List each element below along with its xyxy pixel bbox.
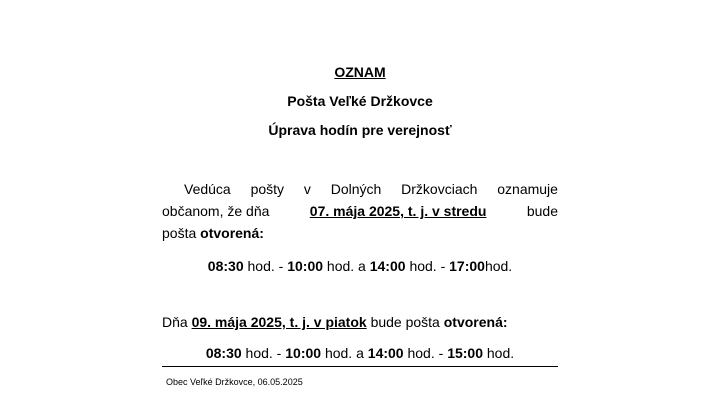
friday-hours bbox=[0, 344, 720, 362]
friday-paragraph bbox=[162, 313, 558, 331]
word: Vedúca bbox=[184, 181, 231, 197]
notice-heading: OZNAM bbox=[334, 64, 386, 80]
open-status: otvorená: bbox=[200, 225, 264, 241]
line2-prefix: občanom, že dňa bbox=[162, 203, 270, 219]
friday-date: 09. mája 2025, t. j. v piatok bbox=[191, 314, 367, 330]
friday-prefix: Dňa bbox=[162, 314, 188, 330]
footer-signature: Obec Veľké Držkovce, 06.05.2025 bbox=[166, 377, 303, 387]
paragraph-line-3 bbox=[162, 222, 558, 244]
notice-subject: Úprava hodín pre verejnosť bbox=[268, 122, 452, 138]
time: 17:00 bbox=[449, 258, 485, 274]
hours-unit: hod. - bbox=[409, 258, 446, 274]
friday-middle: bude pošta bbox=[370, 314, 440, 330]
hours-unit: hod. a bbox=[324, 345, 364, 361]
hours-unit: hod. - bbox=[407, 345, 444, 361]
hours-unit: hod. - bbox=[245, 345, 282, 361]
time: 08:30 bbox=[207, 258, 244, 274]
word: Držkovciach bbox=[401, 181, 478, 197]
announcement-paragraph bbox=[162, 178, 558, 244]
time: 08:30 bbox=[205, 345, 242, 361]
word: v bbox=[303, 181, 311, 197]
wednesday-hours bbox=[0, 257, 720, 275]
hours-unit: hod. - bbox=[247, 258, 284, 274]
horizontal-divider bbox=[162, 366, 558, 367]
open-status: otvorená: bbox=[443, 314, 508, 330]
post-office-name: Pošta Veľké Držkovce bbox=[287, 93, 433, 109]
paragraph-line-1 bbox=[162, 178, 558, 200]
hours-unit: hod. bbox=[484, 258, 513, 274]
time: 14:00 bbox=[369, 258, 406, 274]
wednesday-date: 07. mája 2025, t. j. v stredu bbox=[309, 203, 487, 219]
word: oznamuje bbox=[497, 181, 558, 197]
line2-suffix: bude bbox=[526, 203, 558, 219]
time: 10:00 bbox=[285, 345, 322, 361]
word: pošty bbox=[250, 181, 285, 197]
line3-prefix: pošta bbox=[162, 225, 197, 241]
hours-unit: hod. a bbox=[326, 258, 366, 274]
time: 10:00 bbox=[287, 258, 324, 274]
time: 15:00 bbox=[447, 345, 483, 361]
paragraph-line-2 bbox=[162, 200, 558, 222]
hours-unit: hod. bbox=[486, 345, 515, 361]
time: 14:00 bbox=[367, 345, 404, 361]
word: Dolných bbox=[330, 181, 382, 197]
